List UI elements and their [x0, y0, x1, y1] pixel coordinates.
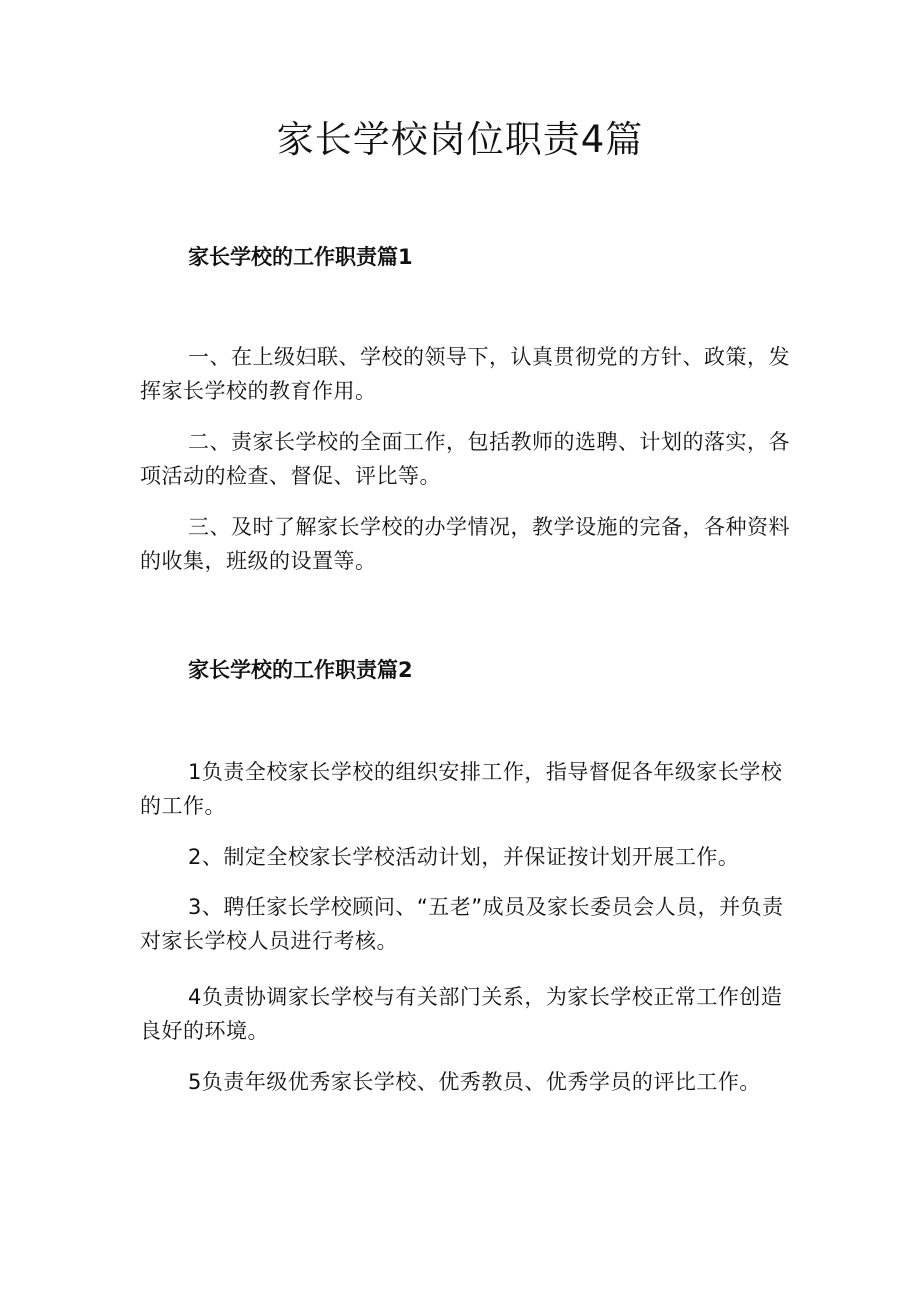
section-heading-1: 家长学校的工作职责篇1 [188, 245, 413, 269]
section-heading-2: 家长学校的工作职责篇2 [188, 658, 413, 682]
section-2-paragraph-5: 5负责年级优秀家长学校、优秀教员、优秀学员的评比工作。 [188, 1070, 761, 1094]
document-title: 家长学校岗位职责4篇 [276, 118, 644, 161]
section-2-paragraph-3: 3、聘任家长学校顾问、“五老”成员及家长委员会人员，并负责对家长学校人员进行考核。 [140, 895, 784, 953]
section-2-paragraph-1: 1负责全校家长学校的组织安排工作，指导督促各年级家长学校的工作。 [140, 760, 783, 818]
section-1-paragraph-3: 三、及时了解家长学校的办学情况，教学设施的完备，各种资料的收集，班级的设置等。 [140, 515, 790, 573]
section-1-paragraph-1: 一、在上级妇联、学校的领导下，认真贯彻党的方针、政策，发挥家长学校的教育作用。 [140, 345, 790, 403]
section-1-paragraph-2: 二、责家长学校的全面工作，包括教师的选聘、计划的落实，各项活动的检查、督促、评比等。 [140, 430, 790, 488]
section-2-paragraph-4: 4负责协调家长学校与有关部门关系，为家长学校正常工作创造良好的环境。 [140, 985, 783, 1043]
section-2-paragraph-2: 2、制定全校家长学校活动计划，并保证按计划开展工作。 [188, 845, 740, 869]
